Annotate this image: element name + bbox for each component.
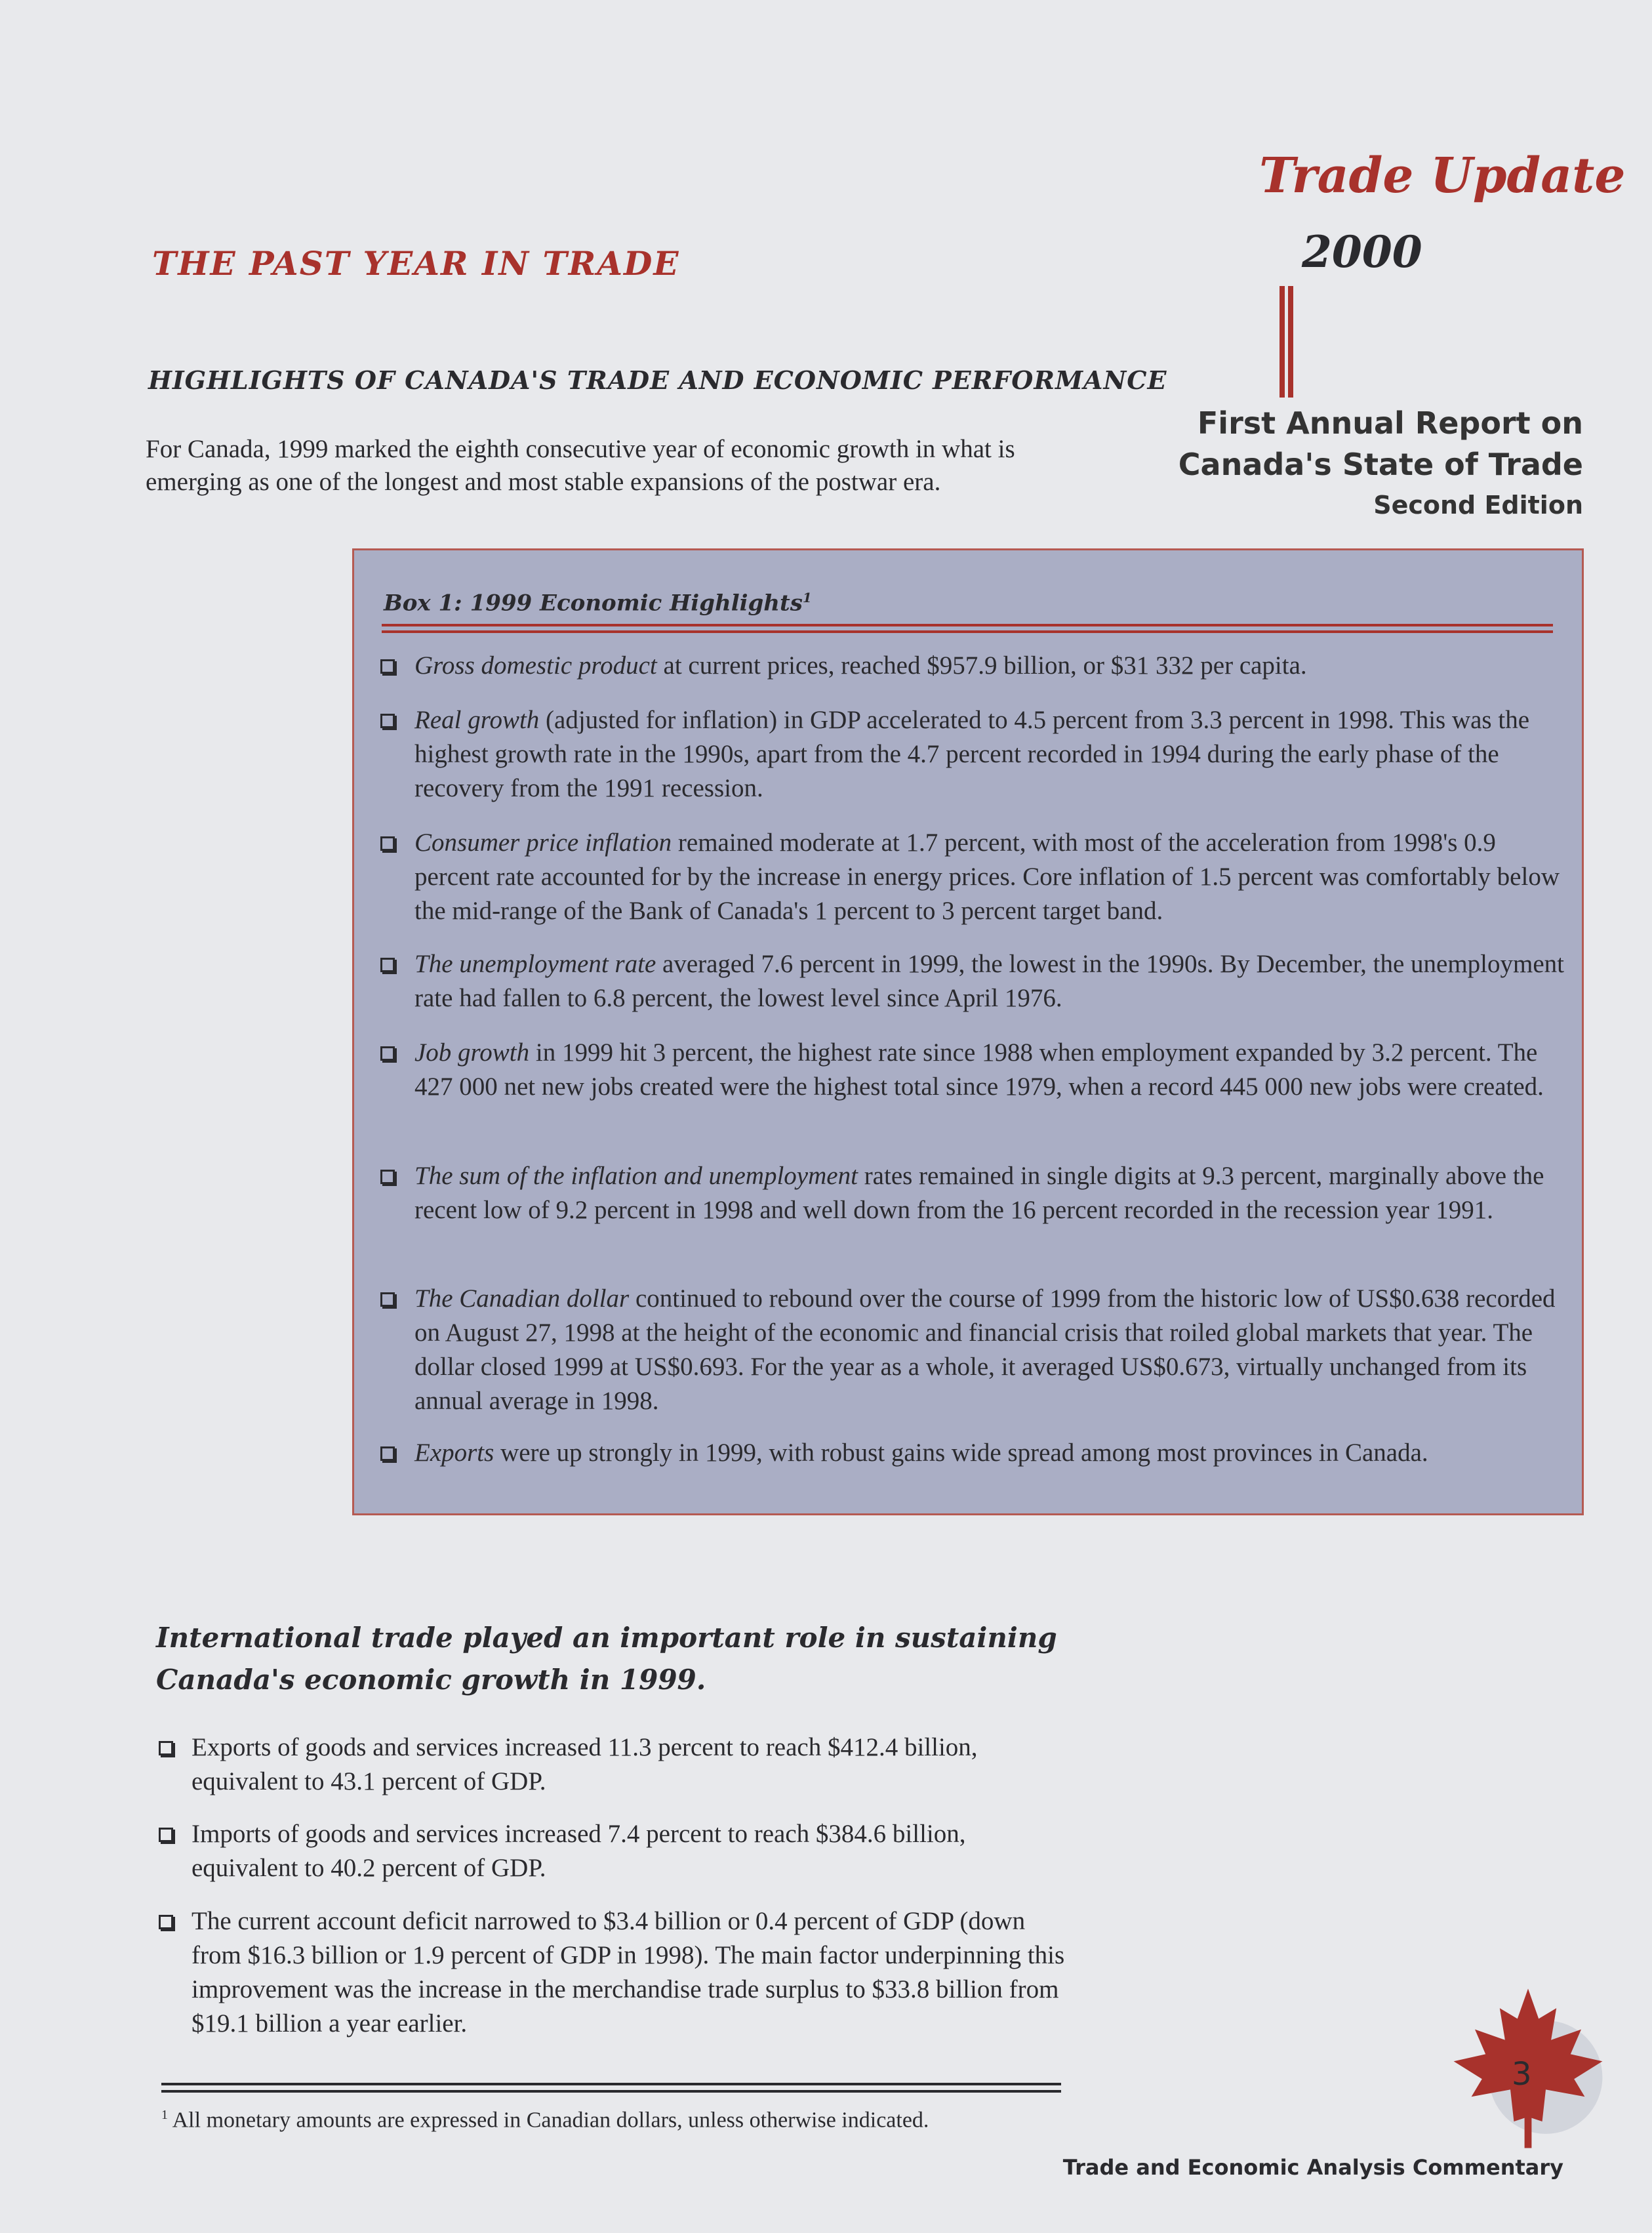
highlight-lead: The Canadian dollar	[414, 1284, 630, 1313]
highlight-item	[380, 1282, 1567, 1418]
subsection-title: HIGHLIGHTS OF CANADA'S TRADE AND ECONOMIC PERFORMANCE	[148, 365, 1167, 395]
checkbox-bullet-icon	[380, 1292, 395, 1307]
highlight-text: at current prices, reached $957.9 billion, or $31 332 per capita.	[656, 651, 1307, 680]
checkbox-bullet-icon	[159, 1828, 173, 1842]
highlight-lead: Gross domestic product	[414, 651, 657, 680]
intro-paragraph: For Canada, 1999 marked the eighth consecutive year of economic growth in what is emerging as one of the longest and most stable expansions of the postwar era.	[146, 435, 1015, 496]
checkbox-bullet-icon	[380, 836, 395, 851]
economic-highlights-box	[352, 548, 1584, 1515]
highlight-text: in 1999 hit 3 percent, the highest rate since 1988 when employment expanded by 3.2 percent. The 427 000 net new jobs created were the highest total since 1979, when a record 445 000 new jobs were created.	[414, 1038, 1544, 1101]
box-title-text: Box 1: 1999 Economic Highlights	[384, 590, 803, 617]
trade-section-heading: International trade played an important role in sustaining Canada's economic growth in 1999.	[156, 1622, 1057, 1696]
footnote-text: All monetary amounts are expressed in Canadian dollars, unless otherwise indicated.	[168, 2108, 929, 2133]
trade-bullet-text: Imports of goods and services increased 7.4 percent to reach $384.6 billion, equivalent to 40.2 percent of GDP.	[191, 1820, 966, 1882]
checkbox-bullet-icon	[380, 1170, 395, 1184]
highlight-item	[380, 1436, 1567, 1470]
highlight-lead: The unemployment rate	[414, 950, 656, 978]
checkbox-bullet-icon	[380, 1446, 395, 1461]
report-edition: Second Edition	[1373, 491, 1583, 520]
highlight-item	[380, 947, 1567, 1015]
report-title-line-1: First Annual Report on	[1197, 405, 1583, 441]
checkbox-bullet-icon	[159, 1915, 173, 1929]
highlight-text: continued to rebound over the course of 1999 from the historic low of US$0.638 recorded on August 27, 1998 at the height of the economic and financial crisis that roiled global markets that year. The dollar closed 1999 at US$0.693. For the year as a whole, it averaged US$0.673, virtually unchanged from its annual average in 1998.	[414, 1284, 1556, 1415]
trade-update-year: 2000	[1302, 226, 1422, 277]
highlight-lead: Real growth	[414, 706, 540, 734]
page-number: 3	[1512, 2056, 1532, 2093]
footnote-marker: 1	[802, 590, 812, 605]
checkbox-bullet-icon	[380, 958, 395, 972]
trade-bullet-item	[159, 1731, 1077, 1799]
footnote-mark: 1	[161, 2108, 168, 2122]
highlight-text: (adjusted for inflation) in GDP accelerated to 4.5 percent from 3.3 percent in 1998. This was the highest growth rate in the 1990s, apart from the 4.7 percent recorded in 1994 during the early phase of the recovery from the 1991 recession.	[414, 706, 1530, 802]
highlight-item	[380, 1036, 1567, 1104]
trade-update-title: Trade Update	[1259, 148, 1626, 204]
highlight-lead: Consumer price inflation	[414, 829, 672, 857]
highlight-lead: Exports	[414, 1439, 494, 1467]
highlight-item	[380, 1159, 1567, 1227]
sidebar-rule	[1288, 286, 1293, 398]
footnote-rule	[161, 2083, 1061, 2085]
highlight-lead: Job growth	[414, 1038, 530, 1067]
checkbox-bullet-icon	[159, 1741, 173, 1755]
checkbox-bullet-icon	[380, 659, 395, 674]
footnote-rule	[161, 2090, 1061, 2093]
box-title	[384, 590, 812, 616]
highlight-item	[380, 649, 1567, 683]
highlight-text: remained moderate at 1.7 percent, with most of the acceleration from 1998's 0.9 percent rate accounted for by the increase in energy prices. Core inflation of 1.5 percent was comfortably below the mid-range of the Bank of Canada's 1 percent to 3 percent target band.	[414, 829, 1560, 925]
highlight-text: were up strongly in 1999, with robust gains wide spread among most provinces in Canada.	[494, 1439, 1428, 1467]
highlight-item	[380, 703, 1567, 806]
checkbox-bullet-icon	[380, 1046, 395, 1061]
trade-bullet-item	[159, 1817, 1077, 1885]
checkbox-bullet-icon	[380, 714, 395, 728]
box-title-rule	[382, 624, 1553, 626]
trade-bullet-text: Exports of goods and services increased 11.3 percent to reach $412.4 billion, equivalent to 43.1 percent of GDP.	[191, 1733, 978, 1795]
footer-label: Trade and Economic Analysis Commentary	[1062, 2155, 1563, 2180]
footnote	[161, 2108, 929, 2133]
highlight-text: rates remained in single digits at 9.3 percent, marginally above the recent low of 9.2 percent in 1998 and well down from the 16 percent recorded in the recession year 1991.	[414, 1162, 1544, 1224]
box-title-rule	[382, 630, 1553, 633]
highlight-lead: The sum of the inflation and unemployment	[414, 1162, 858, 1190]
section-title: THE PAST YEAR IN TRADE	[152, 244, 680, 283]
trade-bullet-text: The current account deficit narrowed to $3.4 billion or 0.4 percent of GDP (down from $16.3 billion or 1.9 percent of GDP in 1998). The main factor underpinning this improvement was the increase in the merchandise trade surplus to $33.8 billion from $19.1 billion a year earlier.	[191, 1907, 1065, 2038]
report-title-line-2: Canada's State of Trade	[1178, 447, 1583, 482]
trade-bullet-item	[159, 1904, 1077, 2041]
highlight-item	[380, 826, 1567, 928]
sidebar-rule	[1279, 286, 1285, 398]
highlight-text: averaged 7.6 percent in 1999, the lowest in the 1990s. By December, the unemployment rate had fallen to 6.8 percent, the lowest level since April 1976.	[414, 950, 1564, 1012]
